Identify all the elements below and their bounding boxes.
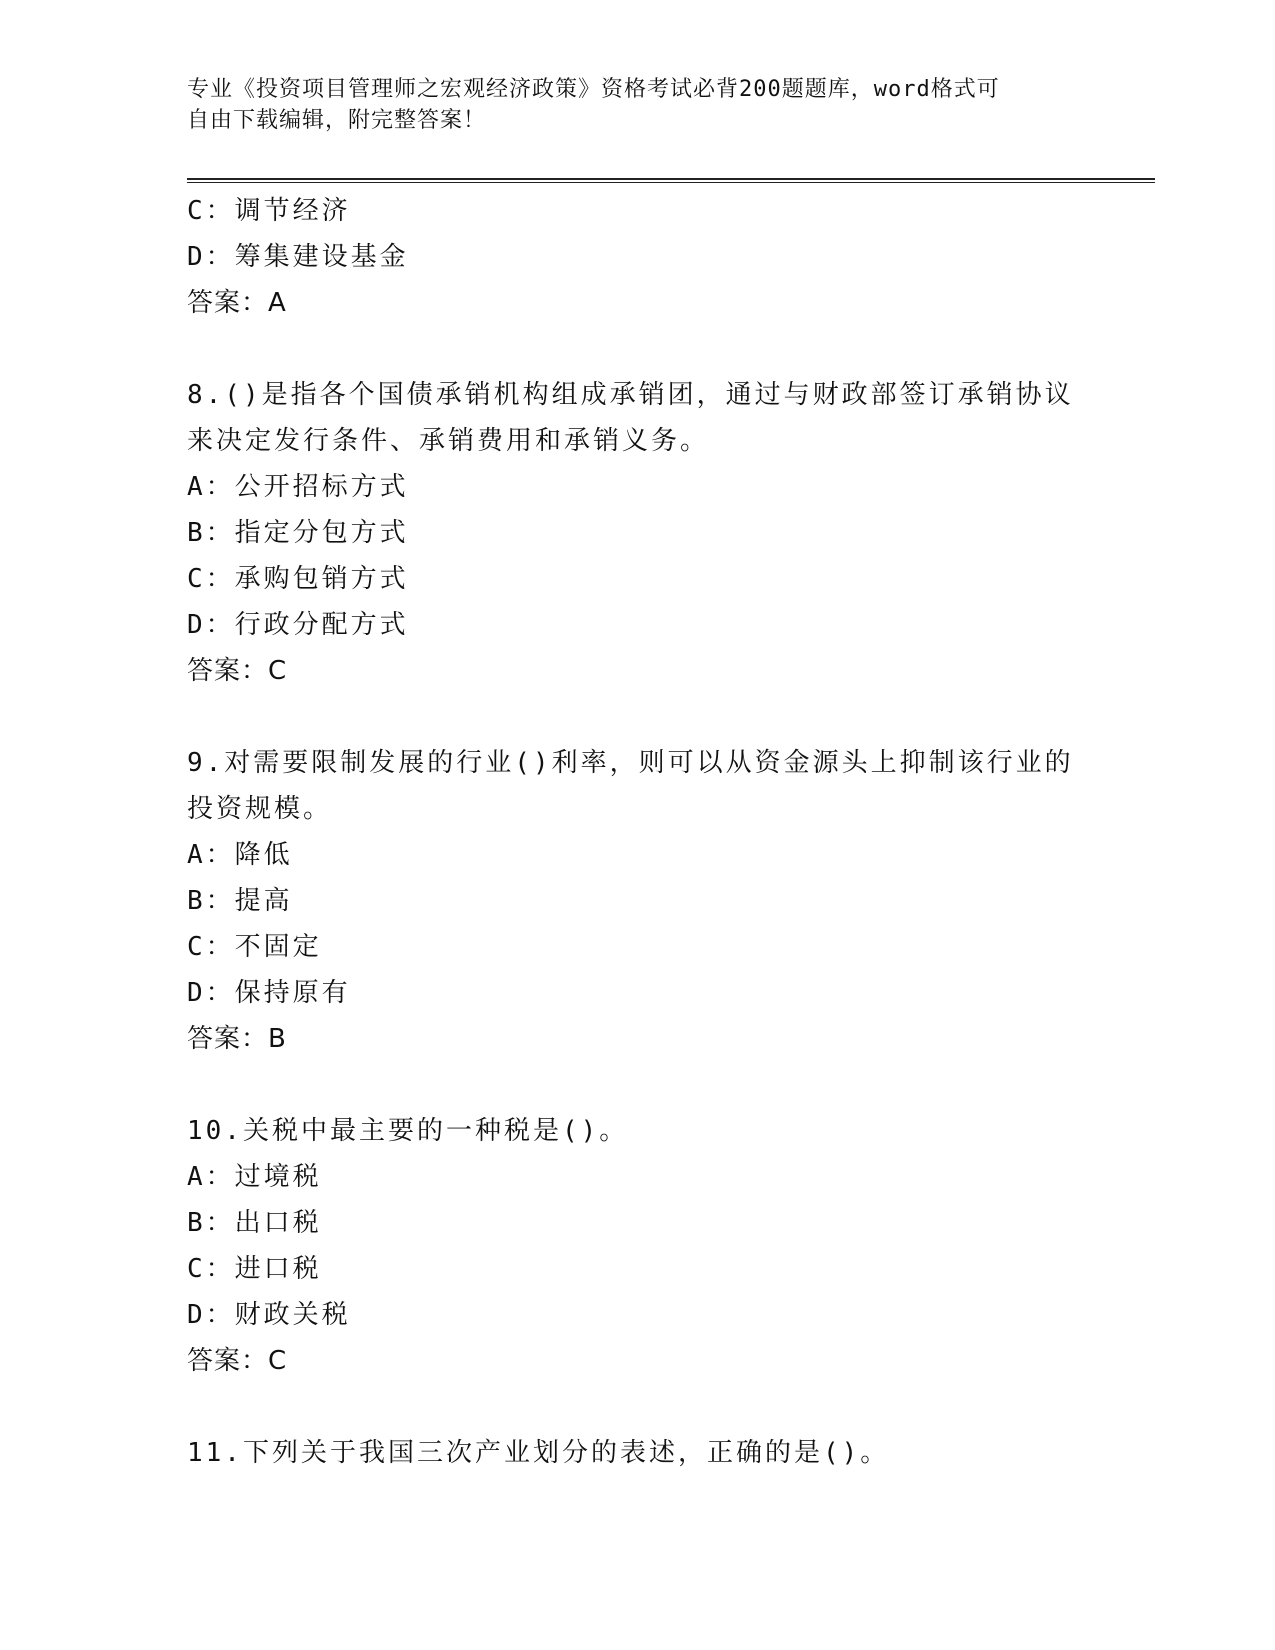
option-b: B：提高 xyxy=(187,886,293,916)
option-b: B：指定分包方式 xyxy=(187,518,409,548)
question-8-stem-line-1: 8.()是指各个国债承销机构组成承销团，通过与财政部签订承销协议 xyxy=(187,380,1074,410)
header-divider xyxy=(187,178,1155,183)
option-d: D：保持原有 xyxy=(187,978,351,1008)
option-d: D：行政分配方式 xyxy=(187,610,409,640)
option-a: A：公开招标方式 xyxy=(187,472,409,502)
option-c: C：调节经济 xyxy=(187,196,351,226)
header-title-line-2: 自由下载编辑，附完整答案！ xyxy=(187,108,487,133)
option-c: C：承购包销方式 xyxy=(187,564,409,594)
option-b: B：出口税 xyxy=(187,1208,322,1238)
spacer xyxy=(187,1384,1087,1430)
option-c: C：进口税 xyxy=(187,1254,322,1284)
spacer xyxy=(187,1062,1087,1108)
question-9-stem-line-1: 9.对需要限制发展的行业()利率，则可以从资金源头上抑制该行业的 xyxy=(187,748,1074,778)
question-10-stem: 10.关税中最主要的一种税是()。 xyxy=(187,1116,629,1146)
header-title-line-1: 专业《投资项目管理师之宏观经济政策》资格考试必背200题题库，word格式可 xyxy=(187,77,1000,102)
option-c: C：不固定 xyxy=(187,932,322,962)
answer-line: 答案：B xyxy=(187,1024,287,1054)
option-a: A：过境税 xyxy=(187,1162,322,1192)
answer-line: 答案：A xyxy=(187,288,287,318)
question-8-stem-line-2: 来决定发行条件、承销费用和承销义务。 xyxy=(187,426,710,456)
document-header xyxy=(187,74,1067,136)
answer-line: 答案：C xyxy=(187,656,288,686)
option-d: D：财政关税 xyxy=(187,1300,351,1330)
option-d: D：筹集建设基金 xyxy=(187,242,409,272)
spacer xyxy=(187,694,1087,740)
question-list xyxy=(187,188,1087,1476)
answer-line: 答案：C xyxy=(187,1346,288,1376)
spacer xyxy=(187,326,1087,372)
question-9-stem-line-2: 投资规模。 xyxy=(187,794,333,824)
question-11-stem: 11.下列关于我国三次产业划分的表述，正确的是()。 xyxy=(187,1438,890,1468)
option-a: A：降低 xyxy=(187,840,293,870)
